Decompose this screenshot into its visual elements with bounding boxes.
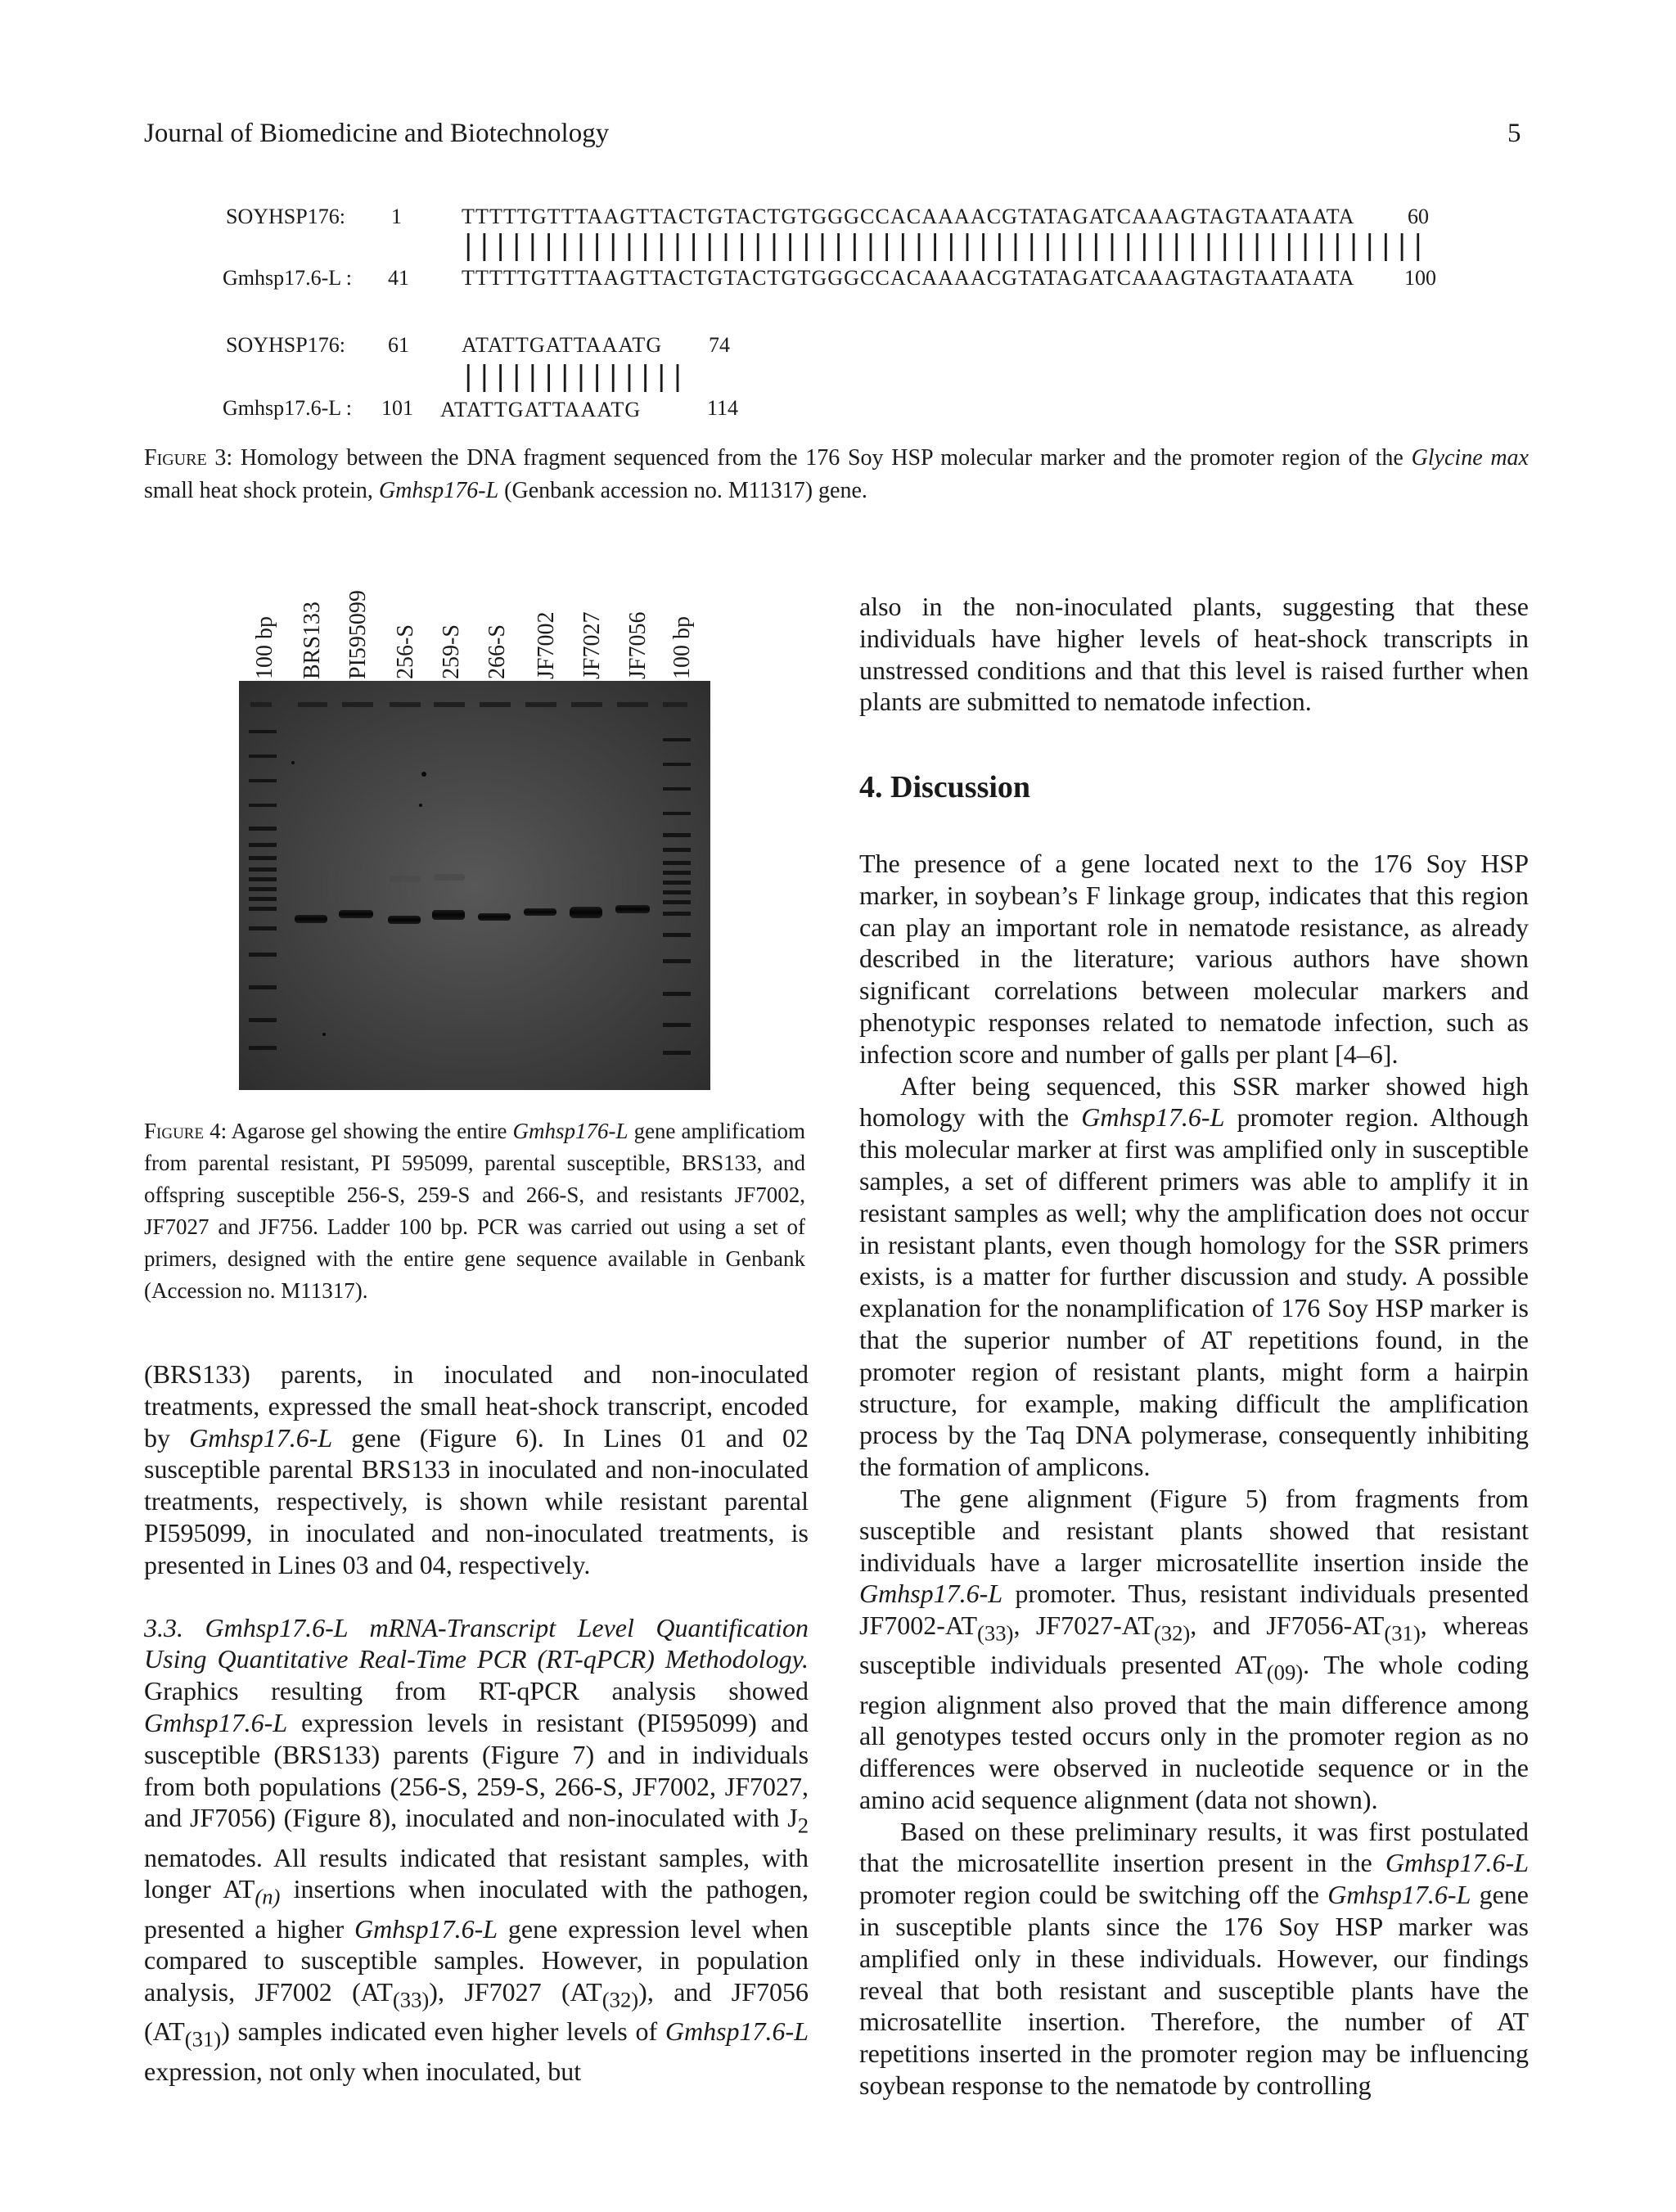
paragraph: After being sequenced, this SSR marker showed high homology with the Gmhsp17.6-L promoter region. Although this molecular marker at first was amplified only in susceptible samples, a set of different primers was able to amplify it in resistant samples as well; why the amplification does not occur in resistant plants, even though homology for the SSR primers exists, is a matter for further discussion and study. A possible explanation for the nonamplification of 176 Soy HSP marker is that the superior number of AT repetitions found, in the promoter region of resistant plants, might form a hairpin structure, for example, making difficult the amplification process by the Taq DNA polymerase, consequently inhibiting the formation of amplicons. xyxy=(859,1070,1529,1482)
seq-start: 41 xyxy=(388,266,409,290)
seq-start: 1 xyxy=(391,205,402,228)
subsection-heading: 3.3. Gmhsp17.6-L mRNA-Transcript Level Quantification Using Quantitative Real-Time PCR (RT-qPCR) Methodology. xyxy=(144,1612,809,1674)
lane-label: BRS133 xyxy=(300,601,325,679)
paragraph: also in the non-inoculated plants, suggesting that these individuals have higher levels of heat-shock transcripts in unstressed conditions and that this level is raised further when plants are submitted to nematode infection. xyxy=(859,592,1529,717)
match-bars: |||||||||||||| xyxy=(460,360,686,393)
seq-end: 60 xyxy=(1408,205,1429,228)
left-column xyxy=(144,1358,809,2087)
paragraph: (BRS133) parents, in inoculated and non-inoculated treatments, expressed the small heat-shock transcript, encoded by Gmhsp17.6-L gene (Figure 6). In Lines 01 and 02 susceptible parental BRS133 in inoculated and non-inoculated treatments, respectively, is shown while resistant parental PI595099, in inoculated and non-inoculated treatments, is presented in Lines 03 and 04, respectively. xyxy=(144,1359,809,1579)
figure4-caption: Figure 4: Agarose gel showing the entire Gmhsp176-L gene amplificatiom from parental resistant, PI 595099, parental susceptible, BRS133, and offspring susceptible 256-S, 259-S and 266-S, and resistants JF7002, JF7027 and JF756. Ladder 100 bp. PCR was carried out using a set of primers, designed with the entire gene sequence available in Genbank (Accession no. M11317). xyxy=(144,1119,805,1303)
seq-start: 101 xyxy=(381,396,413,420)
gel-graphic xyxy=(239,681,710,1090)
lane-label: 259-S xyxy=(439,624,464,679)
seq-start: 61 xyxy=(388,333,409,357)
seq-end: 74 xyxy=(709,333,730,357)
seq-label: Gmhsp17.6-L : xyxy=(223,396,352,420)
sequence: TTTTTGTTTAAGTTACTGTACTGTGGGCCACAAAACGTATAGATCAAAGTAGTAATAATA xyxy=(462,266,1355,290)
lane-label: PI595099 xyxy=(345,590,371,679)
lane-label: 100 bp xyxy=(669,616,695,679)
paragraph: Based on these preliminary results, it was first postulated that the microsatellite insertion present in the Gmhsp17.6-L promoter region could be switching off the Gmhsp17.6-L gene in susceptible plants since the 176 Soy HSP marker was amplified only in these individuals. However, our findings reveal that both resistant and susceptible plants have the microsatellite insertion. Therefore, the number of AT repetitions inserted in the promoter region may be influencing soybean response to the nematode by controlling xyxy=(859,1816,1530,2101)
lane-label: 256-S xyxy=(393,624,418,679)
sequence: ATATTGATTAAATG xyxy=(462,333,663,357)
lane-label: JF7027 xyxy=(579,611,605,679)
sequence: TTTTTGTTTAAGTTACTGTACTGTGGGCCACAAAACGTATAGATCAAAGTAGTAATAATA xyxy=(462,205,1355,228)
lane-label: JF7056 xyxy=(625,611,651,679)
figure-link[interactable]: Figure 6 xyxy=(428,1422,529,1453)
section-heading: 4. Discussion xyxy=(859,770,1031,804)
agarose-gel-image xyxy=(239,681,710,1090)
lane-label: JF7002 xyxy=(534,611,559,679)
sequence: ATATTGATTAAATG xyxy=(440,398,642,421)
right-column-top xyxy=(859,591,1529,718)
figure-link[interactable]: Figure 7 xyxy=(490,1739,586,1769)
match-bars: |||||||||||||||||||||||||||||||||||||||||||||||||||||||||||| xyxy=(460,229,1426,262)
figure-link[interactable]: Figure 5 xyxy=(1158,1483,1259,1513)
running-header: Journal of Biomedicine and Biotechnology xyxy=(144,119,610,148)
right-column xyxy=(859,848,1529,2102)
figure-link[interactable]: Figure 8 xyxy=(292,1803,382,1833)
paragraph: 3.3. Gmhsp17.6-L mRNA-Transcript Level Quantification Using Quantitative Real-Time PCR (RT-qPCR) Methodology. Graphics resulting from RT-qPCR analysis showed Gmhsp17.6-L expression levels in resistant (PI595099) and susceptible (BRS133) parents (Figure 7) and in individuals from both populations (256-S, 259-S, 266-S, JF7002, JF7027, and JF7056) (Figure 8), inoculated and non-inoculated with $J_2$ nematodes. All results indicated that resistant samples, with longer $AT_{(n)}$ insertions when inoculated with the pathogen, presented a higher Gmhsp17.6-L gene expression level when compared to susceptible samples. However, in population analysis, JF7002 $(AT_{(33)})$, JF7027 $(AT_{(32)})$, and JF7056 $(AT_{(31)})$ samples indicated even higher levels of Gmhsp17.6-L expression, not only when inoculated, but xyxy=(144,1612,809,2086)
seq-label: Gmhsp17.6-L : xyxy=(223,266,352,290)
paragraph: The gene alignment (Figure 5) from fragments from susceptible and resistant plants showed that resistant individuals have a larger microsatellite insertion inside the Gmhsp17.6-L promoter. Thus, resistant individuals presented $JF7002-AT_{(33)}$, $JF7027-AT_{(32)}$, and $JF7056-AT_{(31)}$, whereas susceptible individuals presented $AT_{(09)}$. The whole coding region alignment also proved that the main difference among all genotypes tested occurs only in the promoter region as no differences were observed in nucleotide sequence or in the amino acid sequence alignment (data not shown). xyxy=(859,1483,1530,1814)
figure-label: Figure 3: xyxy=(144,445,233,471)
paragraph: The presence of a gene located next to the 176 Soy HSP marker, in soybean’s F linkage group, indicates that this region can play an important role in nematode resistance, as already described in the literature; various authors have shown significant correlations between molecular markers and phenotypic responses related to nematode infection, such as infection score and number of galls per plant [4–6]. xyxy=(859,849,1529,1069)
seq-label: SOYHSP176: xyxy=(226,205,345,228)
seq-end: 100 xyxy=(1404,266,1436,290)
lane-label: 266-S xyxy=(484,624,510,679)
seq-label: SOYHSP176: xyxy=(226,333,345,357)
figure3-caption: Figure 3: Homology between the DNA fragment sequenced from the 176 Soy HSP molecular marker and the promoter region of the Glycine max small heat shock protein, Gmhsp176-L (Genbank accession no. M11317) gene. xyxy=(144,445,1529,503)
seq-end: 114 xyxy=(707,396,739,420)
figure-label: Figure 4: xyxy=(144,1119,228,1143)
lane-label: 100 bp xyxy=(252,616,277,679)
page-number: 5 xyxy=(1507,119,1521,148)
